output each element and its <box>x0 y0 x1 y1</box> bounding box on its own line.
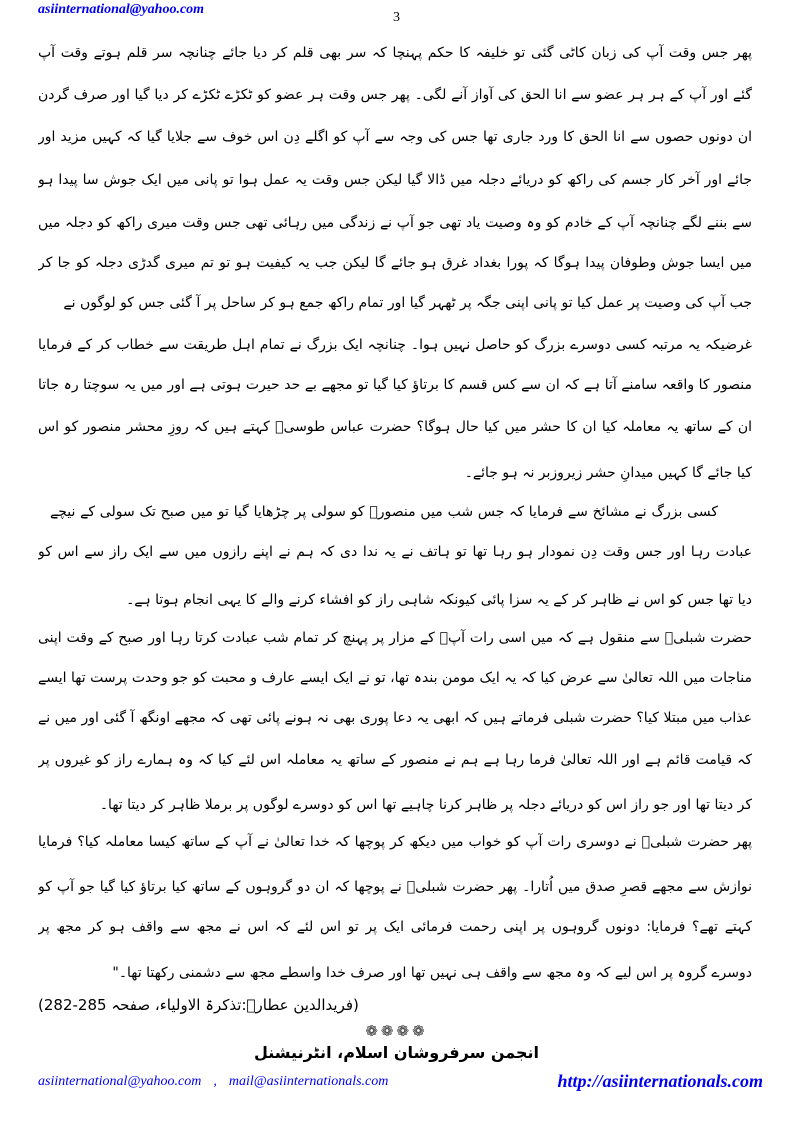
paragraph-1-line: سے بننے لگے چنانچہ آپ کے خادم کو وہ وصیت یاد تھی جو آپ نے زندگی میں رہائی تھی جس وقت میری راکھ کو دجلہ میں <box>38 215 752 231</box>
paragraph-3-line: کسی بزرگ نے مشائخ سے فرمایا کہ جس شب میں منصورؒ کو سولی پر چڑھایا گیا تو میں صبح تک سولی کے نیچے <box>50 504 718 520</box>
paragraph-4-line: کہ قیامت قائم ہے اور اللہ تعالیٰ فرما رہا ہے ہم نے منصور کے ساتھ یہ معاملہ اس لئے کیا کہ وہ ہمارے راز کو غیروں پر <box>38 752 752 768</box>
paragraph-4-line: عذاب میں مبتلا کیا؟ حضرت شبلی فرماتے ہیں کہ ابھی یہ دعا پوری بھی نہ ہونے پائی تھی کہ مجھے اونگھ آ گئی اور میں نے <box>38 710 752 726</box>
footer-website-link[interactable]: http://asiinternationals.com <box>557 1071 763 1091</box>
paragraph-3-line: دیا تھا جس کو اس نے ظاہر کر کے یہ سزا پائی کیونکہ شاہی راز کو افشاء کرنے والے کا یہی انجام ہوتا ہے۔ <box>126 592 752 608</box>
paragraph-2-line: غرضیکہ یہ مرتبہ کسی دوسرے بزرگ کو حاصل نہیں ہوا۔ چنانچہ ایک بزرگ نے تمام اہل طریقت سے خطاب کر کے فرمایا <box>38 337 752 353</box>
paragraph-4-line: حضرت شبلیؒ سے منقول ہے کہ میں اسی رات آپؒ کے مزار پر پہنچ کر تمام شب عبادت کرتا رہا اور صبح کے وقت اپنی <box>38 630 752 646</box>
citation-reference: (فریدالدین عطارؒ:تذکرۃ الاولیاء، صفحہ 285-282) <box>38 996 359 1014</box>
organization-name: انجمن سرفروشان اسلام، انٹرنیشنل <box>253 1043 540 1062</box>
paragraph-1-line: پھر جس وقت آپ کی زبان کاٹی گئی تو خلیفہ کا حکم پہنچا کہ سر بھی قلم کر دیا جائے چنانچہ سر قلم ہوتے وقت آپ <box>38 45 752 61</box>
paragraph-2-line: ان کے ساتھ یہ معاملہ کیا ان کا حشر میں کیا حال ہوگا؟ حضرت عباس طوسیؒ کہتے ہیں کہ روزِ محشر منصور کو اس <box>38 419 752 435</box>
footer-emails <box>38 1074 388 1090</box>
header-email-link[interactable]: asiinternational@yahoo.com <box>38 2 205 17</box>
paragraph-4-line: کر دیتا تھا اور جو راز اس کو دریائے دجلہ پر ظاہر کرنا چاہیے تھا اس کو دوسرے لوگوں پر برملا ظاہر کر دیتا تھا۔ <box>99 797 752 813</box>
paragraph-1-line: جب آپ کی وصیت پر عمل کیا تو پانی اپنی جگہ پر ٹھہر گیا اور تمام راکھ جمع ہو کر ساحل پر آ گئی جس کو لوگوں نے <box>63 295 752 311</box>
paragraph-5-line: نوازش سے مجھے قصرِ صدق میں اُتارا۔ پھر حضرت شبلیؒ نے پوچھا کہ ان دو گروہوں کے ساتھ کیا برتاؤ کیا گیا جو آپ کو <box>38 879 752 895</box>
paragraph-2-line: منصور کا واقعہ سامنے آتا ہے کہ ان سے کس قسم کا برتاؤ کیا گیا تو مجھے بے حد حیرت ہوتی ہے اور میں یہ سوچتا رہ جاتا <box>38 377 752 393</box>
paragraph-1-line: ان دونوں حصوں سے انا الحق کا ورد جاری تھا جس کی وجہ سے آپ کو اگلے دِن اس خوف سے جلایا گیا کہ کہیں مزید اور <box>38 129 752 145</box>
paragraph-1-line: گئے اور آپ کے ہر ہر عضو سے انا الحق کی آواز آنے لگی۔ پھر جس وقت ہر عضو کو ٹکڑے ٹکڑے کر دیا گیا اور صرف گردن <box>38 87 752 103</box>
paragraph-5-line: کہتے تھے؟ فرمایا: دونوں گروہوں پر اپنی رحمت فرمائی ایک پر تو اس لئے کہ اس نے مجھ سے واقف ہو کر مجھ پر <box>38 919 752 935</box>
paragraph-2-line: کیا جائے گا کہیں میدانِ حشر زیروزبر نہ ہو جائے۔ <box>464 465 752 481</box>
paragraph-1-line: جائے اور آخر کار جسم کی راکھ کو دریائے دجلہ میں ڈالا گیا لیکن جس وقت یہ عمل ہوا تو پانی میں ایک جوش سا پیدا ہو <box>38 172 752 188</box>
paragraph-4-line: مناجات میں اللہ تعالیٰ سے عرض کیا کہ یہ ایک مومن بندہ تھا، تو نے ایک ایسے عارف و محبت کو جو وحدت پرست تھا ایسے <box>38 670 752 686</box>
paragraph-1-line: میں ایسا جوش وطوفان پیدا ہوگا کہ پورا بغداد غرق ہو جائے گا لیکن جب یہ کیفیت ہو تو تم میری گدڑی دجلہ کو جا کر <box>38 255 752 271</box>
page-number: 3 <box>393 10 400 25</box>
paragraph-5-line: دوسرے گروہ پر اس لیے کہ وہ مجھ سے واقف ہی نہیں تھا اور صرف خدا واسطے مجھ سے دشمنی رکھتا تھا۔" <box>112 965 752 981</box>
paragraph-3-line: عبادت رہا اور جس وقت دِن نمودار ہو رہا تھا تو ہاتف نے یہ ندا دی کہ ہم نے اپنے رازوں میں سے ایک راز سے اس کو <box>38 544 752 560</box>
footer-email-link-2[interactable]: mail@asiinternationals.com <box>228 1074 389 1089</box>
footer-email-link-1[interactable]: asiinternational@yahoo.com <box>38 1074 202 1089</box>
footer-separator: , <box>213 1074 217 1089</box>
paragraph-5-line: پھر حضرت شبلیؒ نے دوسری رات آپ کو خواب میں دیکھ کر پوچھا کہ خدا تعالیٰ نے آپ کے ساتھ کیسا معاملہ کیا؟ فرمایا <box>38 834 752 850</box>
flower-ornaments-icon: ❁❁❁❁ <box>365 1022 428 1040</box>
